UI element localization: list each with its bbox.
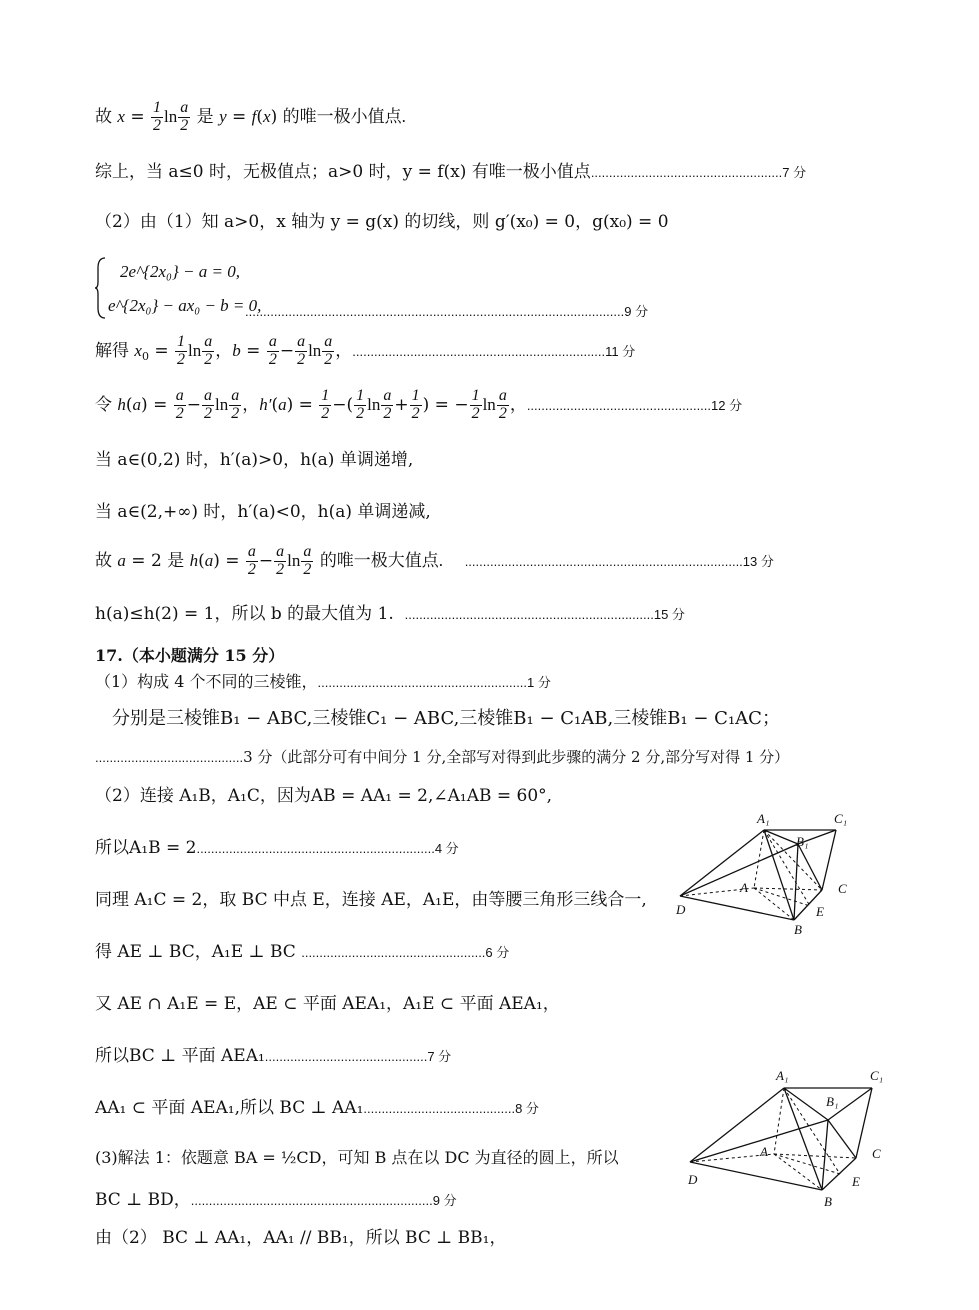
line-minimum-point: 故 x = $\frac{1}{2}$ ln $\frac{a}{2}$ 是 y = f(x) 的唯一极小值点. xyxy=(95,99,406,134)
label-b: B xyxy=(794,922,802,937)
score-13: .............................................................................13 分 xyxy=(464,553,774,569)
label-c1: C₁ xyxy=(834,811,848,826)
line-bc-perp-plane xyxy=(95,1046,451,1066)
part1-text: （1）构成 4 个不同的三棱锥， xyxy=(95,672,318,691)
line-maximum: 故 a = 2 是 h(a) = $\frac{a}{2}$ − $\frac{a}{2}$ ln $\frac{a}{2}$ 的唯一极大值点. .............................................................................13 分 xyxy=(95,543,774,578)
line-a1b xyxy=(95,838,459,858)
score-3-text: 3 分（此部分可有中间分 1 分,全部写对得到此步骤的满分 2 分,部分写对得 1 分） xyxy=(243,748,790,766)
score-11: ......................................................................11 分 xyxy=(352,343,636,359)
bc-bd-text: BC ⊥ BD， xyxy=(95,1190,191,1210)
label-a1: A₁ xyxy=(757,811,770,826)
line-intersection: 又 AE ∩ A₁E = E，AE ⊂ 平面 AEA₁，A₁E ⊂ 平面 AEA₁， xyxy=(95,994,560,1014)
brace-icon xyxy=(94,256,106,320)
score-7: .....................................................7 分 xyxy=(590,165,807,180)
score-1: ..........................................................1 分 xyxy=(317,675,551,690)
line-increasing: 当 a∈(0,2) 时，h′(a)>0，h(a) 单调递增, xyxy=(95,450,414,470)
score-6: ...................................................6 分 xyxy=(301,945,510,960)
label-a: A xyxy=(740,880,748,895)
line-a1c: 同理 A₁C = 2，取 BC 中点 E，连接 AE，A₁E，由等腰三角形三线合一, xyxy=(95,890,647,910)
label-c: C xyxy=(838,881,847,896)
equation-1: 2e^{2x₀} − a = 0, xyxy=(120,262,240,281)
label2-a1: A₁ xyxy=(776,1068,789,1083)
line-bc-bd xyxy=(95,1190,457,1210)
score-4: ..................................................................4 分 xyxy=(196,841,459,856)
label-b1: B₁ xyxy=(796,834,809,849)
line-pyramids: 分别是三棱锥B₁ − ABC,三棱锥C₁ − ABC,三棱锥B₁ − C₁AB,三棱锥B₁ − C₁AC； xyxy=(112,708,780,729)
score-3-dots: ......................................... xyxy=(95,750,244,765)
max-b-text: h(a)≤h(2) = 1，所以 b 的最大值为 1. xyxy=(95,604,394,624)
a1b-text: 所以A₁B = 2 xyxy=(95,838,197,858)
perp-text: 得 AE ⊥ BC，A₁E ⊥ BC xyxy=(95,942,296,962)
score-12: ...................................................12 分 xyxy=(526,397,743,413)
line-solution-x0: 解得 $x_0$ = $\frac{1}{2}$ ln $\frac{a}{2}$ ，b = $\frac{a}{2}$ − $\frac{a}{2}$ ln $\frac{a}{2}$ ，......................................................................11 分 xyxy=(95,333,636,368)
label2-d: D xyxy=(688,1172,698,1187)
aa1-text: AA₁ ⊂ 平面 AEA₁,所以 BC ⊥ AA₁ xyxy=(95,1098,364,1118)
problem-17-heading: 17.（本小题满分 15 分） xyxy=(95,646,285,665)
bc-perp-plane-text: 所以BC ⊥ 平面 AEA₁ xyxy=(95,1046,265,1066)
line-part1 xyxy=(95,672,551,691)
equation-2: e^{2x₀} − ax₀ − b = 0, xyxy=(108,296,262,315)
score-8: ..........................................8 分 xyxy=(363,1101,539,1116)
geometry-figure-icon-2 xyxy=(682,1062,892,1212)
label2-b1: B₁ xyxy=(826,1094,839,1109)
score-15: .....................................................................15 分 xyxy=(404,607,685,622)
label-d: D xyxy=(676,902,686,917)
line-perp xyxy=(95,942,509,962)
line-aa1 xyxy=(95,1098,539,1118)
line-part2-connect: （2）连接 A₁B，A₁C，因为AB = AA₁ = 2,∠A₁AB = 60°, xyxy=(95,786,553,806)
label-e: E xyxy=(816,904,824,919)
score-7b: .............................................7 分 xyxy=(264,1049,452,1064)
label2-c1: C₁ xyxy=(870,1068,884,1083)
label2-c: C xyxy=(872,1146,881,1161)
label2-a: A xyxy=(760,1144,768,1159)
line-part3: (3)解法 1：依题意 BA = ½CD，可知 B 点在以 DC 为直径的圆上，所以 xyxy=(95,1148,619,1167)
line-summary xyxy=(95,162,806,182)
line-decreasing: 当 a∈(2,+∞) 时，h′(a)<0，h(a) 单调递减, xyxy=(95,502,431,522)
line-max-b xyxy=(95,604,685,624)
score-9: .........................................................................................................9 分 xyxy=(245,304,649,319)
line-h-function: 令 h(a) = $\frac{a}{2}$ − $\frac{a}{2}$ ln $\frac{a}{2}$ ，h′(a) = $\frac{1}{2}$ −( $\frac{1}{2}$ ln $\frac{a}{2}$ + $\frac{1}{2}$ ) = − $\frac{1}{2}$ ln $\frac{a}{2}$ ，...................................................12 分 xyxy=(95,387,743,422)
summary-text: 综上，当 a≤0 时，无极值点；a>0 时，y = f(x) 有唯一极小值点 xyxy=(95,162,591,182)
line-part2-intro: （2）由（1）知 a>0，x 轴为 y = g(x) 的切线，则 g′(x₀) = 0，g(x₀) = 0 xyxy=(95,212,669,232)
geometry-figure-icon xyxy=(672,808,862,938)
line-part1-score xyxy=(95,748,789,766)
label2-b: B xyxy=(824,1194,832,1209)
label2-e: E xyxy=(852,1174,860,1189)
line-bc-bb1: 由（2） BC ⊥ AA₁，AA₁ // BB₁，所以 BC ⊥ BB₁， xyxy=(95,1228,507,1248)
score-9b: ...................................................................9 分 xyxy=(190,1193,457,1208)
